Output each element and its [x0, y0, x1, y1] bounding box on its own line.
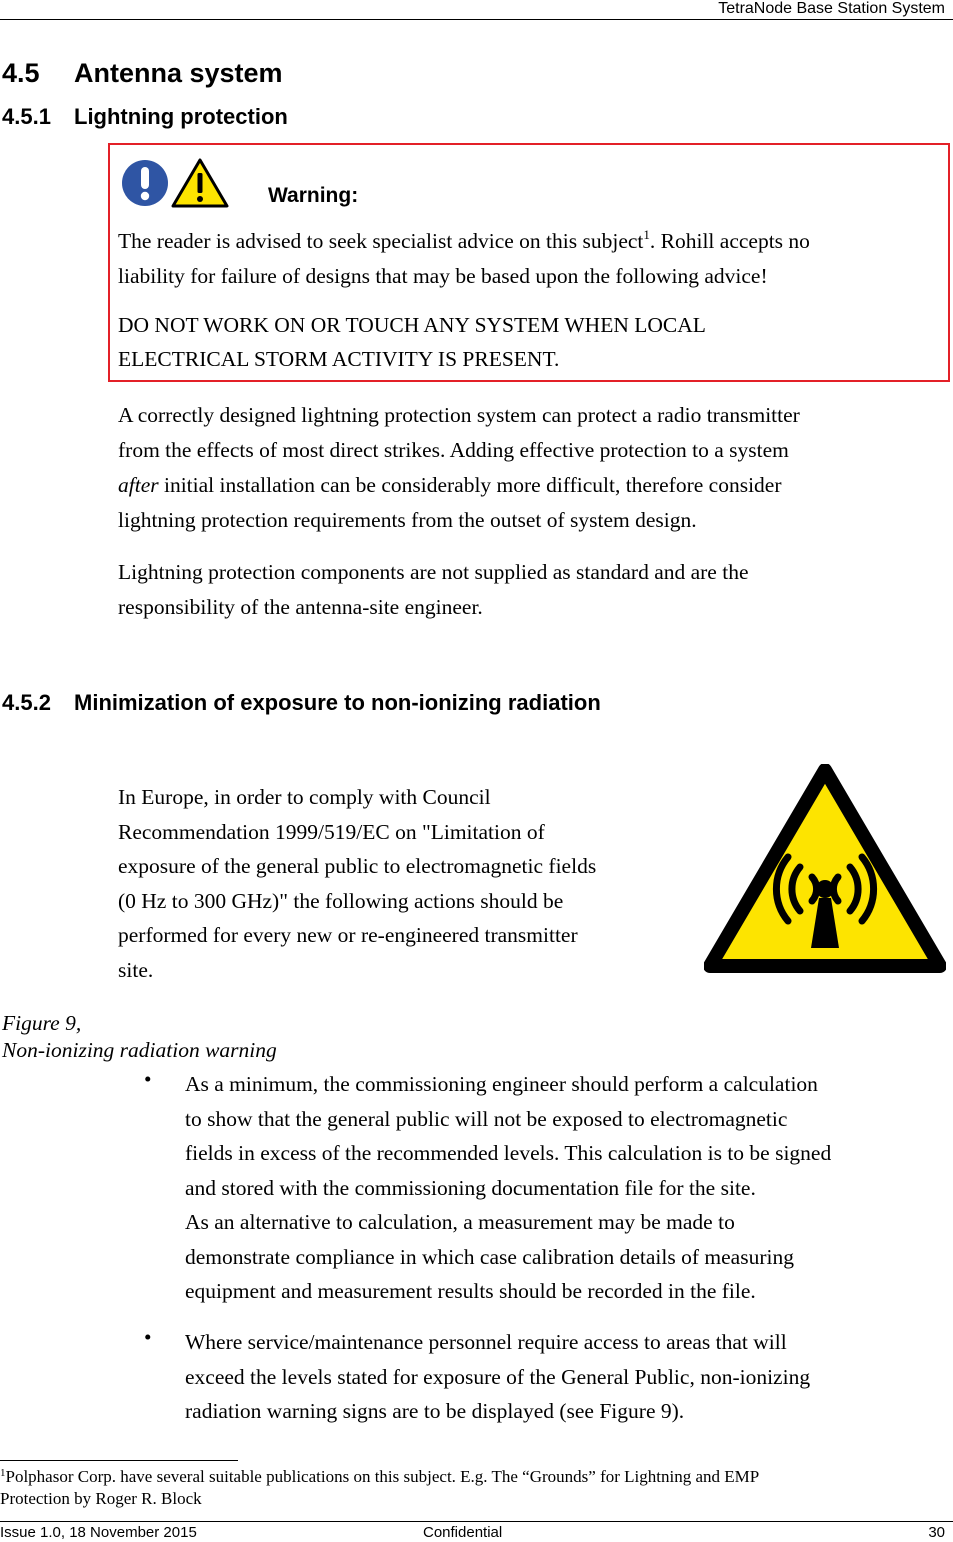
body-text-line: (0 Hz to 300 GHz)" the following actions should be: [118, 889, 564, 913]
warning-text-part: The reader is advised to seek specialist advice on this subject: [118, 229, 644, 253]
body-text-line: site.: [118, 958, 154, 982]
list-item-line: As a minimum, the commissioning engineer should perform a calculation: [185, 1072, 818, 1096]
body-text-line: lightning protection requirements from the outset of system design.: [118, 508, 697, 532]
section-title: Antenna system: [74, 58, 283, 88]
emphasis-after: after: [118, 473, 159, 497]
warning-text-part: . Rohill accepts no: [649, 229, 810, 253]
subsection-title: Lightning protection: [74, 104, 288, 129]
footer-divider: [0, 1521, 953, 1522]
list-item-line: demonstrate compliance in which case calibration details of measuring: [185, 1245, 794, 1269]
warning-text-line: liability for failure of designs that may be based upon the following advice!: [118, 264, 768, 288]
footnote-line: Protection by Roger R. Block: [0, 1489, 202, 1508]
footnote-divider: [0, 1460, 238, 1461]
body-text-line: [118, 468, 782, 503]
footer-classification: Confidential: [423, 1524, 503, 1541]
exclamation-icon: [121, 159, 169, 207]
section-heading: [2, 58, 283, 89]
footnote-ref[interactable]: 1: [643, 227, 650, 242]
subsection-heading-lightning: [2, 104, 288, 130]
body-text-line: A correctly designed lightning protection system can protect a radio transmitter: [118, 403, 800, 427]
list-item-line: radiation warning signs are to be displayed (see Figure 9).: [185, 1399, 685, 1423]
figure-caption: [2, 1010, 277, 1064]
header-divider: [0, 19, 953, 20]
section-number: 4.5: [2, 58, 40, 88]
body-text-line: Lightning protection components are not supplied as standard and are the: [118, 560, 749, 584]
warning-text-line: [118, 224, 810, 259]
page-number: 30: [928, 1524, 945, 1541]
footnote-text: Polphasor Corp. have several suitable publications on this subject. E.g. The “Grounds” for Lightning and EMP: [5, 1467, 760, 1486]
list-item-line: equipment and measurement results should be recorded in the file.: [185, 1279, 756, 1303]
radiation-warning-sign-icon: [704, 764, 946, 976]
warning-triangle-icon: [171, 158, 229, 208]
body-text-line: In Europe, in order to comply with Council: [118, 785, 491, 809]
footnote-marker: 1: [0, 1467, 6, 1479]
body-text-line: exposure of the general public to electromagnetic fields: [118, 854, 597, 878]
figure-caption-number: Figure 9,: [2, 1011, 82, 1035]
warning-caps-line: ELECTRICAL STORM ACTIVITY IS PRESENT.: [118, 347, 560, 371]
subsection-heading-radiation: [2, 690, 601, 716]
list-item-line: As an alternative to calculation, a measurement may be made to: [185, 1210, 735, 1234]
list-item-line: Where service/maintenance personnel require access to areas that will: [185, 1330, 787, 1354]
list-item-line: to show that the general public will not be exposed to electromagnetic: [185, 1107, 788, 1131]
subsection-number: 4.5.1: [2, 104, 51, 129]
list-item-line: exceed the levels stated for exposure of the General Public, non-ionizing: [185, 1365, 811, 1389]
list-item-line: fields in excess of the recommended levels. This calculation is to be signed: [185, 1141, 832, 1165]
body-text-line: from the effects of most direct strikes. Adding effective protection to a system: [118, 438, 789, 462]
warning-label: Warning:: [268, 184, 359, 207]
body-text-line: Recommendation 1999/519/EC on "Limitation of: [118, 820, 545, 844]
figure-caption-title: Non-ionizing radiation warning: [2, 1038, 277, 1062]
footnote-line: [0, 1466, 759, 1488]
warning-caps-line: DO NOT WORK ON OR TOUCH ANY SYSTEM WHEN LOCAL: [118, 313, 706, 337]
footnote: [0, 1466, 759, 1510]
subsection-title: Minimization of exposure to non-ionizing radiation: [74, 690, 601, 715]
body-text-line: responsibility of the antenna-site engineer.: [118, 595, 483, 619]
bullet-marker: •: [144, 1067, 152, 1091]
list-item-line: and stored with the commissioning documentation file for the site.: [185, 1176, 756, 1200]
body-text-part: initial installation can be considerably more difficult, therefore consider: [158, 473, 782, 497]
bullet-marker: •: [144, 1325, 152, 1349]
footer-issue: Issue 1.0, 18 November 2015: [0, 1524, 197, 1541]
body-text-line: performed for every new or re-engineered transmitter: [118, 923, 578, 947]
running-header-title: TetraNode Base Station System: [718, 0, 945, 17]
subsection-number: 4.5.2: [2, 690, 51, 715]
